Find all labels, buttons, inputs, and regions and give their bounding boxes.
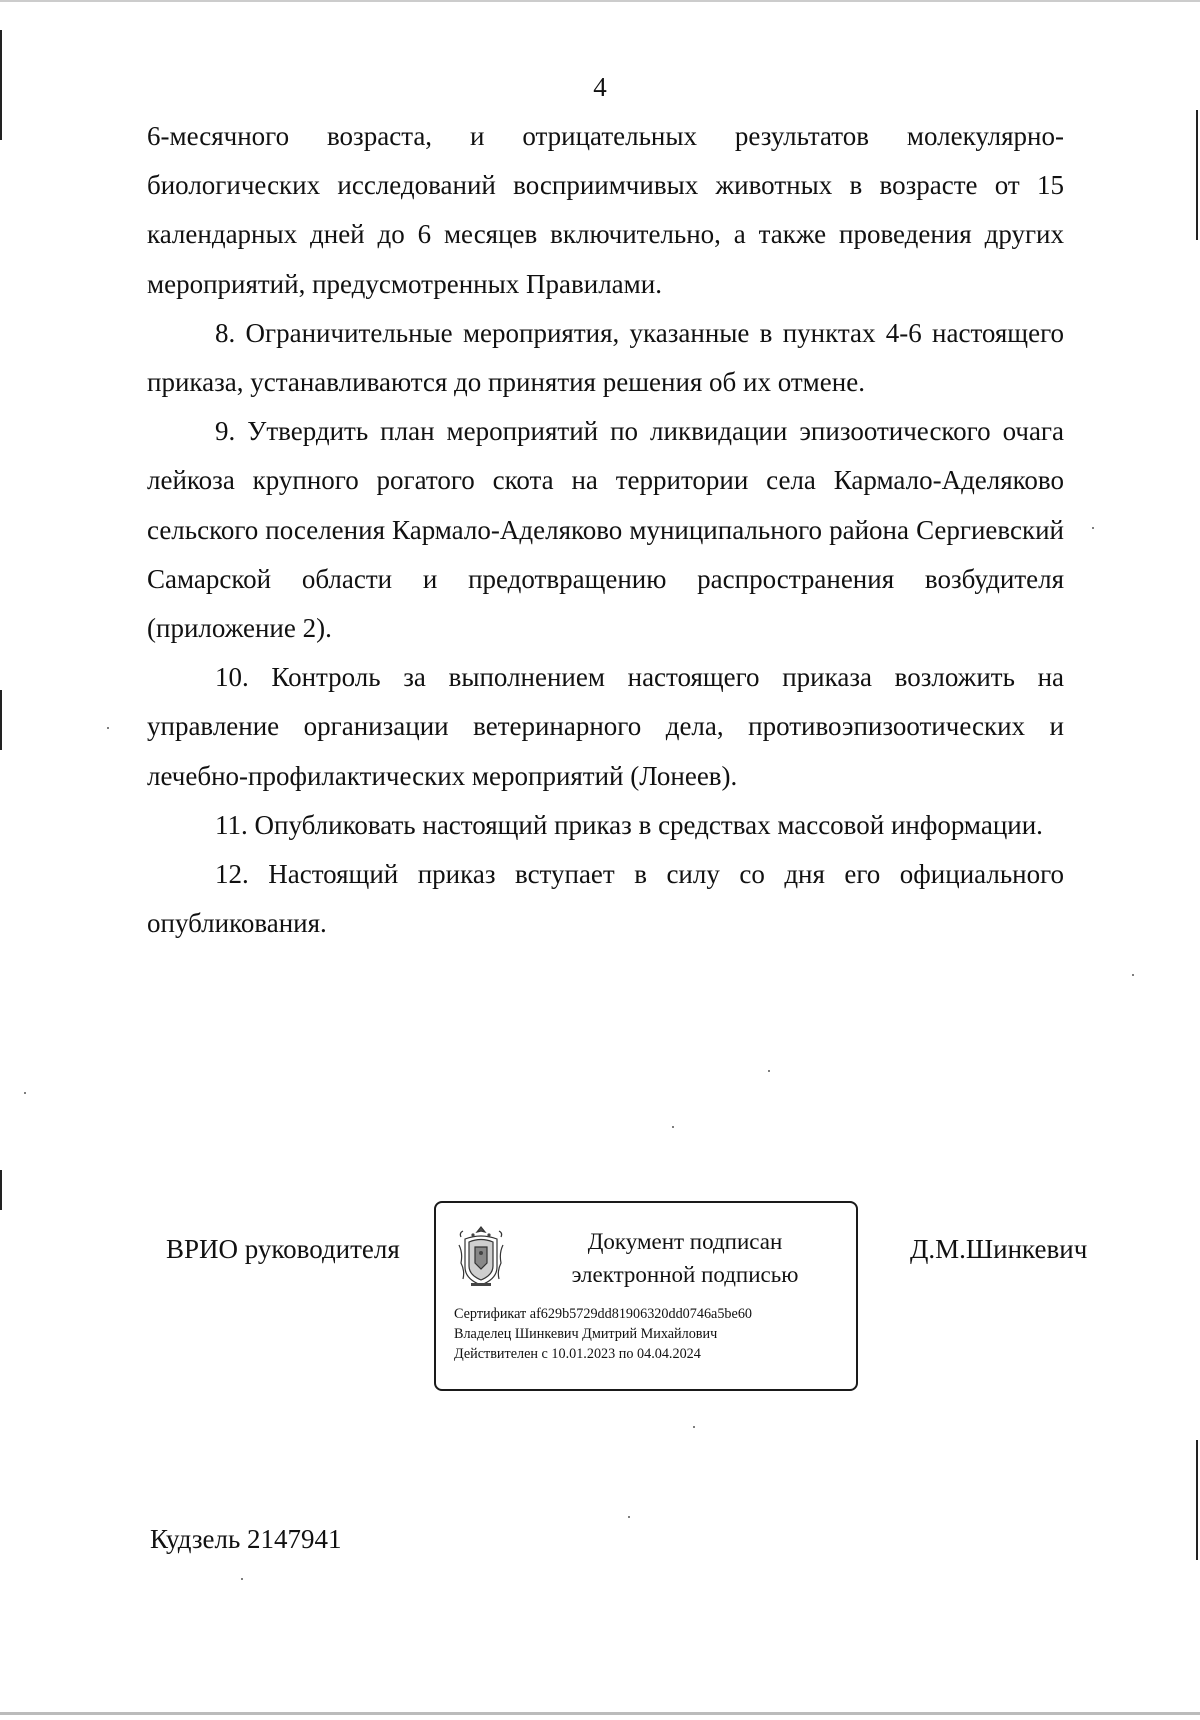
scan-speck bbox=[628, 1516, 630, 1518]
paragraph: 8. Ограничительные мероприятия, указанные в пунктах 4-6 настоящего приказа, устанавливаются до принятия решения об их отмене. bbox=[147, 317, 1064, 398]
electronic-signature-stamp bbox=[434, 1201, 858, 1391]
scan-speck bbox=[24, 1092, 26, 1094]
scan-speck bbox=[1132, 974, 1134, 976]
scan-speck bbox=[241, 1578, 243, 1580]
scan-speck bbox=[693, 1426, 695, 1428]
signer-title: ВРИО руководителя bbox=[166, 1234, 400, 1264]
signature-details bbox=[454, 1304, 752, 1364]
coat-of-arms-icon bbox=[455, 1223, 507, 1289]
certificate-validity: Действителен с 10.01.2023 по 04.04.2024 bbox=[454, 1346, 701, 1362]
certificate-id: Сертификат af629b5729dd81906320dd0746a5be60 bbox=[454, 1306, 753, 1322]
paragraph: 9. Утвердить план мероприятий по ликвидации эпизоотического очага лейкоза крупного рогатого скота на территории села Кармало-Аделяково сельского поселения Кармало-Аделяково муниципального района Сергиевский Самарской области и предотвращению распространения возбудителя (приложение 2). bbox=[147, 416, 1064, 644]
scan-edge bbox=[0, 1170, 2, 1210]
signature-heading-line: электронной подписью bbox=[571, 1262, 799, 1287]
scan-edge bbox=[0, 690, 2, 750]
document-body bbox=[147, 112, 1064, 948]
signer-name: Д.М.Шинкевич bbox=[910, 1234, 1088, 1264]
paragraph: 12. Настоящий приказ вступает в силу со дня его официального опубликования. bbox=[147, 859, 1064, 939]
signature-heading-line: Документ подписан bbox=[587, 1229, 783, 1254]
paragraph: 10. Контроль за выполнением настоящего приказа возложить на управление организации ветеринарного дела, противоэпизоотических и лечебно-профилактических мероприятий (Лонеев). bbox=[147, 662, 1064, 791]
certificate-owner: Владелец Шинкевич Дмитрий Михайлович bbox=[454, 1326, 718, 1342]
scan-edge bbox=[0, 1712, 1200, 1715]
scan-edge bbox=[1196, 110, 1198, 240]
page-number: 4 bbox=[593, 72, 607, 102]
signature-heading bbox=[520, 1225, 850, 1291]
document-author: Кудзель 2147941 bbox=[150, 1524, 342, 1554]
scan-speck bbox=[1092, 527, 1094, 529]
scan-speck bbox=[672, 1126, 674, 1128]
paragraph: 6-месячного возраста, и отрицательных результатов молекулярно-биологических исследований восприимчивых животных в возрасте от 15 календарных дней до 6 месяцев включительно, а также проведения других мероприятий, предусмотренных Правилами. bbox=[147, 121, 1064, 299]
scan-edge bbox=[1196, 1440, 1198, 1560]
scan-edge bbox=[0, 0, 1200, 2]
scan-speck bbox=[768, 1070, 770, 1072]
scan-speck bbox=[107, 727, 109, 729]
paragraph: 11. Опубликовать настоящий приказ в средствах массовой информации. bbox=[215, 809, 1043, 840]
